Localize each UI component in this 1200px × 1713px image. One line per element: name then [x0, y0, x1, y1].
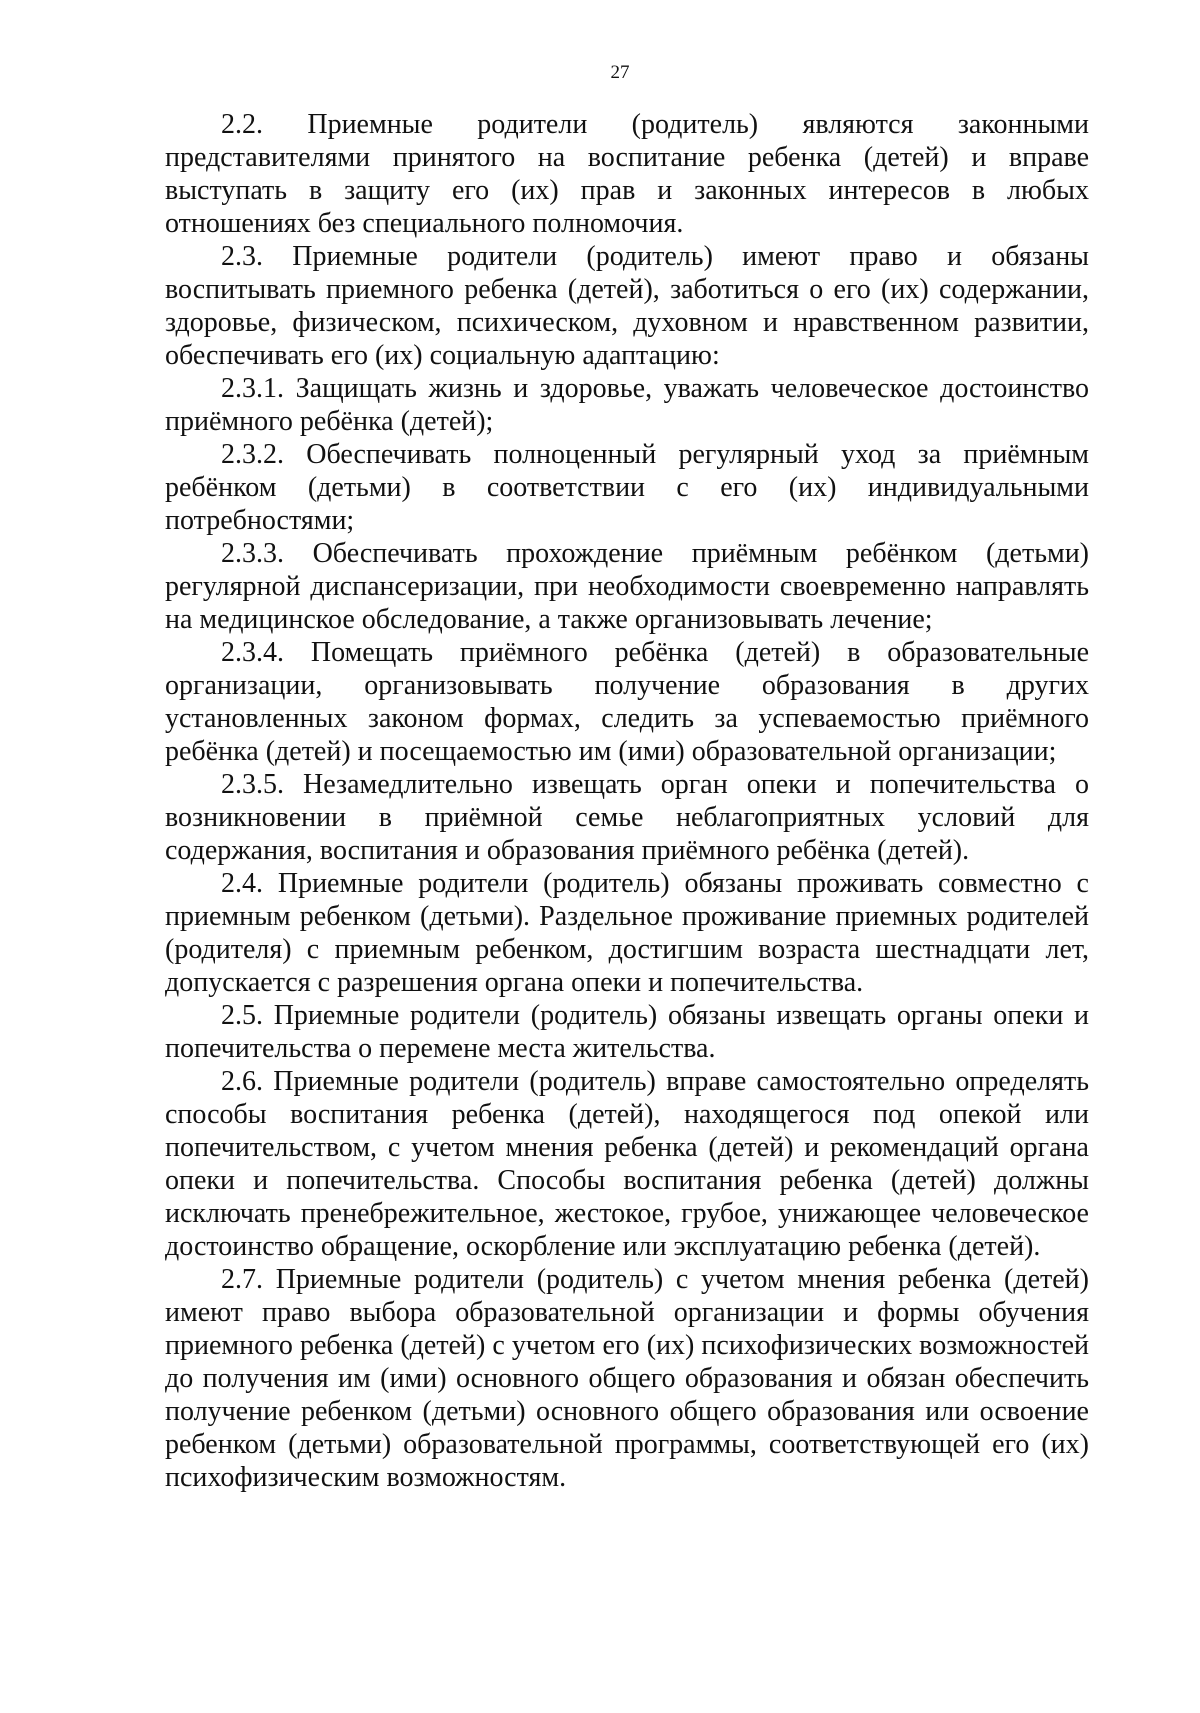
paragraph-2-6: 2.6. Приемные родители (родитель) вправе самостоятельно определять способы воспитания ребенка (детей), находящегося под опекой или попечительством, с учетом мнения ребенка (детей) и рекомендаций органа опеки и попечительства. Способы воспитания ребенка (детей) должны исключать пренебрежительное, жестокое, грубое, унижающее человеческое достоинство обращение, оскорбление или эксплуатацию ребенка (детей).: [165, 1066, 1089, 1262]
paragraph-2-3-1: 2.3.1. Защищать жизнь и здоровье, уважать человеческое достоинство приёмного ребёнка (детей);: [165, 373, 1089, 437]
paragraph-2-7: 2.7. Приемные родители (родитель) с учетом мнения ребенка (детей) имеют право выбора образовательной организации и формы обучения приемного ребенка (детей) с учетом его (их) психофизических возможностей до получения им (ими) основного общего образования и обязан обеспечить получение ребенком (детьми) основного общего образования или освоение ребенком (детьми) образовательной программы, соответствующей его (их) психофизическим возможностям.: [165, 1264, 1089, 1493]
paragraph-2-4: 2.4. Приемные родители (родитель) обязаны проживать совместно с приемным ребенком (детьми). Раздельное проживание приемных родителей (родителя) с приемным ребенком, достигшим возраста шестнадцати лет, допускается с разрешения органа опеки и попечительства.: [165, 868, 1089, 998]
page-number: 27: [610, 62, 630, 83]
paragraph-2-3-5: 2.3.5. Незамедлительно извещать орган опеки и попечительства о возникновении в приёмной семье неблагоприятных условий для содержания, воспитания и образования приёмного ребёнка (детей).: [165, 769, 1089, 866]
paragraph-2-2: 2.2. Приемные родители (родитель) являются законными представителями принятого на воспитание ребенка (детей) и вправе выступать в защиту его (их) прав и законных интересов в любых отношениях без специального полномочия.: [165, 109, 1089, 239]
paragraph-2-3-2: 2.3.2. Обеспечивать полноценный регулярный уход за приёмным ребёнком (детьми) в соответствии с его (их) индивидуальными потребностями;: [165, 439, 1089, 536]
paragraph-2-3: 2.3. Приемные родители (родитель) имеют право и обязаны воспитывать приемного ребенка (детей), заботиться о его (их) содержании, здоровье, физическом, психическом, духовном и нравственном развитии, обеспечивать его (их) социальную адаптацию:: [165, 241, 1089, 371]
document-body: [165, 108, 1089, 1494]
paragraph-2-3-4: 2.3.4. Помещать приёмного ребёнка (детей) в образовательные организации, организовывать получение образования в других установленных законом формах, следить за успеваемостью приёмного ребёнка (детей) и посещаемостью им (ими) образовательной организации;: [165, 637, 1089, 767]
paragraph-2-5: 2.5. Приемные родители (родитель) обязаны извещать органы опеки и попечительства о перемене места жительства.: [165, 1000, 1089, 1064]
paragraph-2-3-3: 2.3.3. Обеспечивать прохождение приёмным ребёнком (детьми) регулярной диспансеризации, при необходимости своевременно направлять на медицинское обследование, а также организовывать лечение;: [165, 538, 1089, 635]
